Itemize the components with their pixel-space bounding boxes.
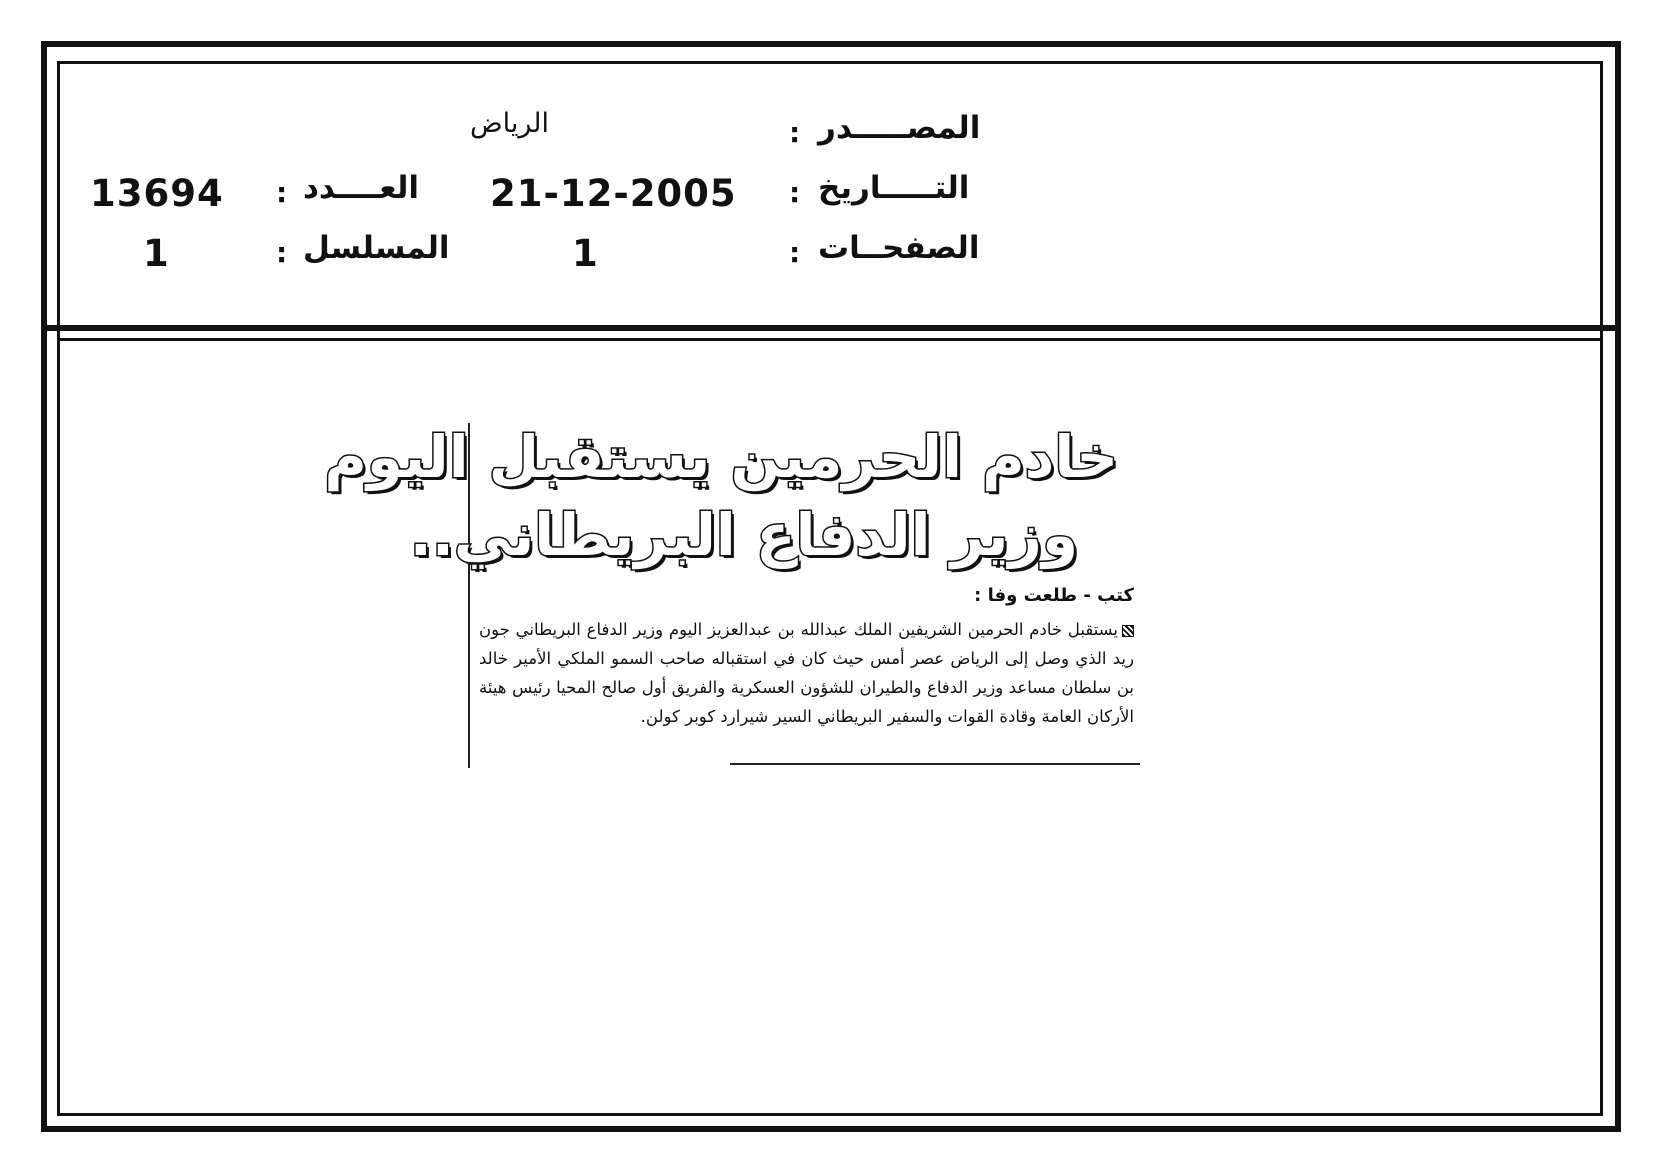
source-colon: : — [789, 116, 801, 149]
date-label: التـــــاريخ — [818, 170, 970, 206]
article-body — [479, 615, 1134, 731]
header-divider-inner — [57, 338, 1603, 341]
issue-colon: : — [276, 176, 288, 209]
serial-value: 1 — [143, 232, 170, 275]
pages-colon: : — [789, 236, 801, 269]
serial-label: المسلسل — [303, 230, 450, 266]
news-clipping — [324, 423, 1148, 768]
issue-value: 13694 — [90, 172, 224, 215]
date-colon: : — [789, 176, 801, 209]
headline-line-2: وزير الدفاع البريطاني.. — [409, 501, 1078, 569]
source-label: المصـــــدر — [818, 110, 981, 146]
byline: كتب - طلعت وفا : — [974, 585, 1134, 606]
headline-line-1: خادم الحرمين يستقبل اليوم — [324, 423, 1118, 491]
source-value: الرياض — [470, 108, 550, 139]
end-rule — [730, 763, 1140, 765]
header-divider — [41, 325, 1621, 331]
issue-label: العــــدد — [303, 170, 419, 206]
serial-colon: : — [276, 236, 288, 269]
bullet-icon — [1122, 625, 1134, 637]
pages-value: 1 — [572, 232, 599, 275]
article-body-text: يستقبل خادم الحرمين الشريفين الملك عبدالله بن عبدالعزيز اليوم وزير الدفاع البريطاني جون ريد الذي وصل إلى الرياض عصر أمس حيث كان في استقباله صاحب السمو الملكي الأمير خالد بن سلطان مساعد وزير الدفاع والطيران للشؤون العسكرية والفريق أول صالح المحيا رئيس هيئة الأركان العامة وقادة القوات والسفير البريطاني السير شيرارد كوبر كولن. — [479, 620, 1134, 726]
date-value: 21-12-2005 — [490, 172, 737, 215]
pages-label: الصفحــات — [818, 230, 980, 266]
